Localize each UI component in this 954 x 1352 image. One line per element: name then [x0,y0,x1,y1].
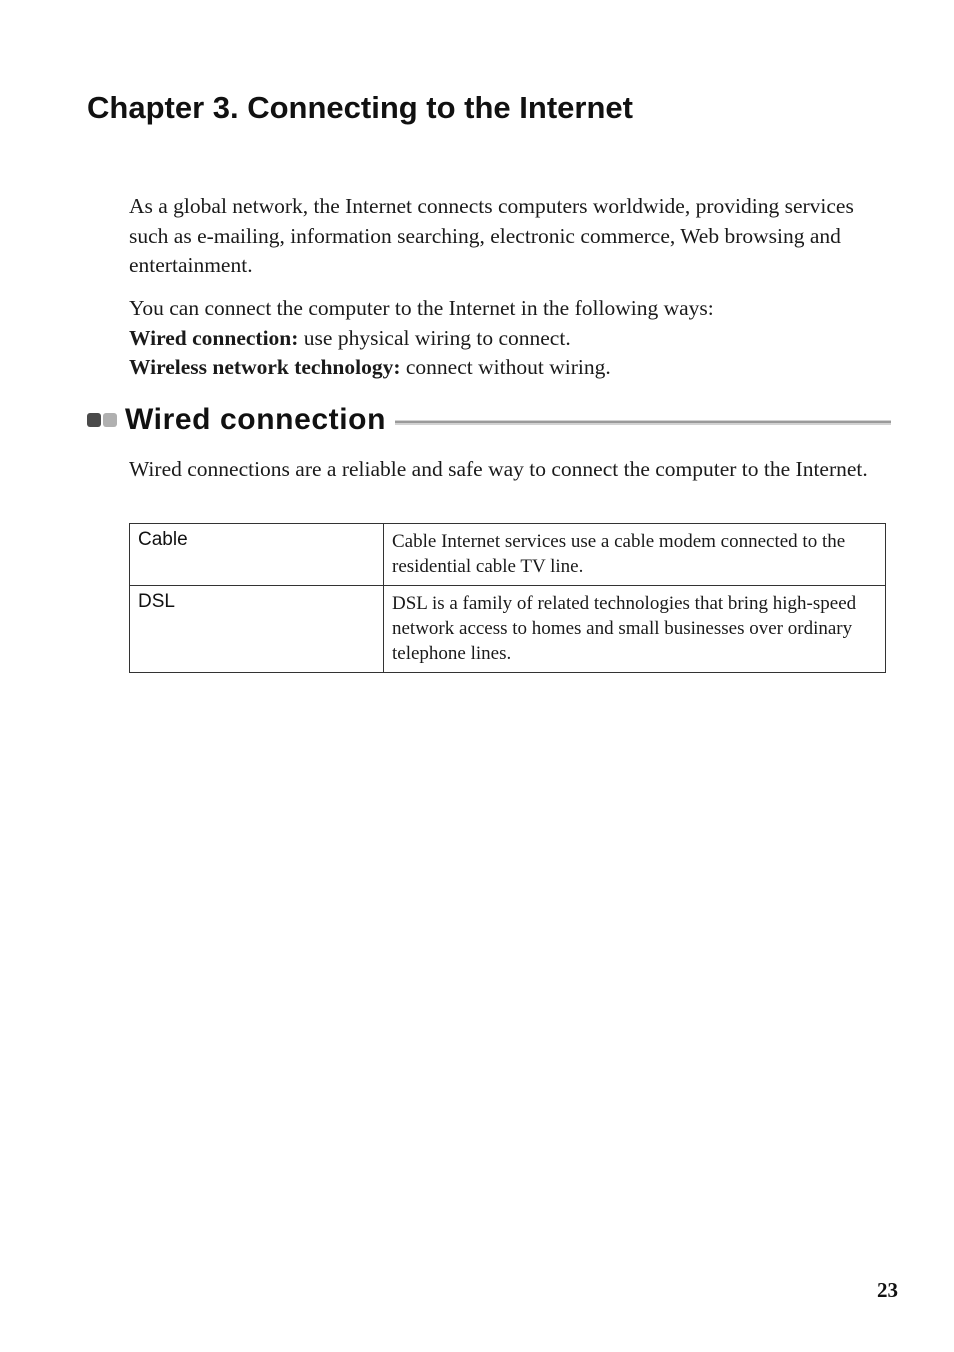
section-intro [129,455,897,485]
way-term: Wireless network technology: [129,355,401,379]
way-desc: use physical wiring to connect. [303,325,571,350]
way-desc: connect without wiring. [405,355,611,379]
section-intro-text: Wired connections are a reliable and safe way to connect the computer to the Internet. [129,457,868,481]
chapter-title: Chapter 3. Connecting to the Internet [87,90,633,125]
section-title: Wired connection [125,403,387,436]
bullet-square-light [103,413,117,427]
connection-types-table [129,523,886,673]
intro-paragraph [129,192,897,281]
section-heading [87,400,891,440]
way-term: Wired connection: [129,325,299,350]
section-divider [395,420,891,425]
table-row [130,586,886,673]
intro-text: As a global network, the Internet connects computers worldwide, providing services such as e-mailing, information searching, electronic commerce, Web browsing and entertainment. [129,194,854,277]
table-cell-definition: Cable Internet services use a cable modem connected to the residential cable TV line. [384,524,886,586]
ways-lead: You can connect the computer to the Internet in the following ways: [129,296,714,320]
bullet-square-dark [87,413,101,427]
way-item-wired [129,324,897,354]
table-cell-definition: DSL is a family of related technologies that bring high-speed network access to homes and small businesses over ordinary telephone lines. [384,586,886,673]
table-cell-term: DSL [130,586,384,673]
table-row [130,524,886,586]
page-number: 23 [877,1278,898,1302]
connection-ways [129,294,897,383]
section-bullet-icon [87,413,117,427]
way-item-wireless [129,353,897,383]
table-cell-term: Cable [130,524,384,586]
